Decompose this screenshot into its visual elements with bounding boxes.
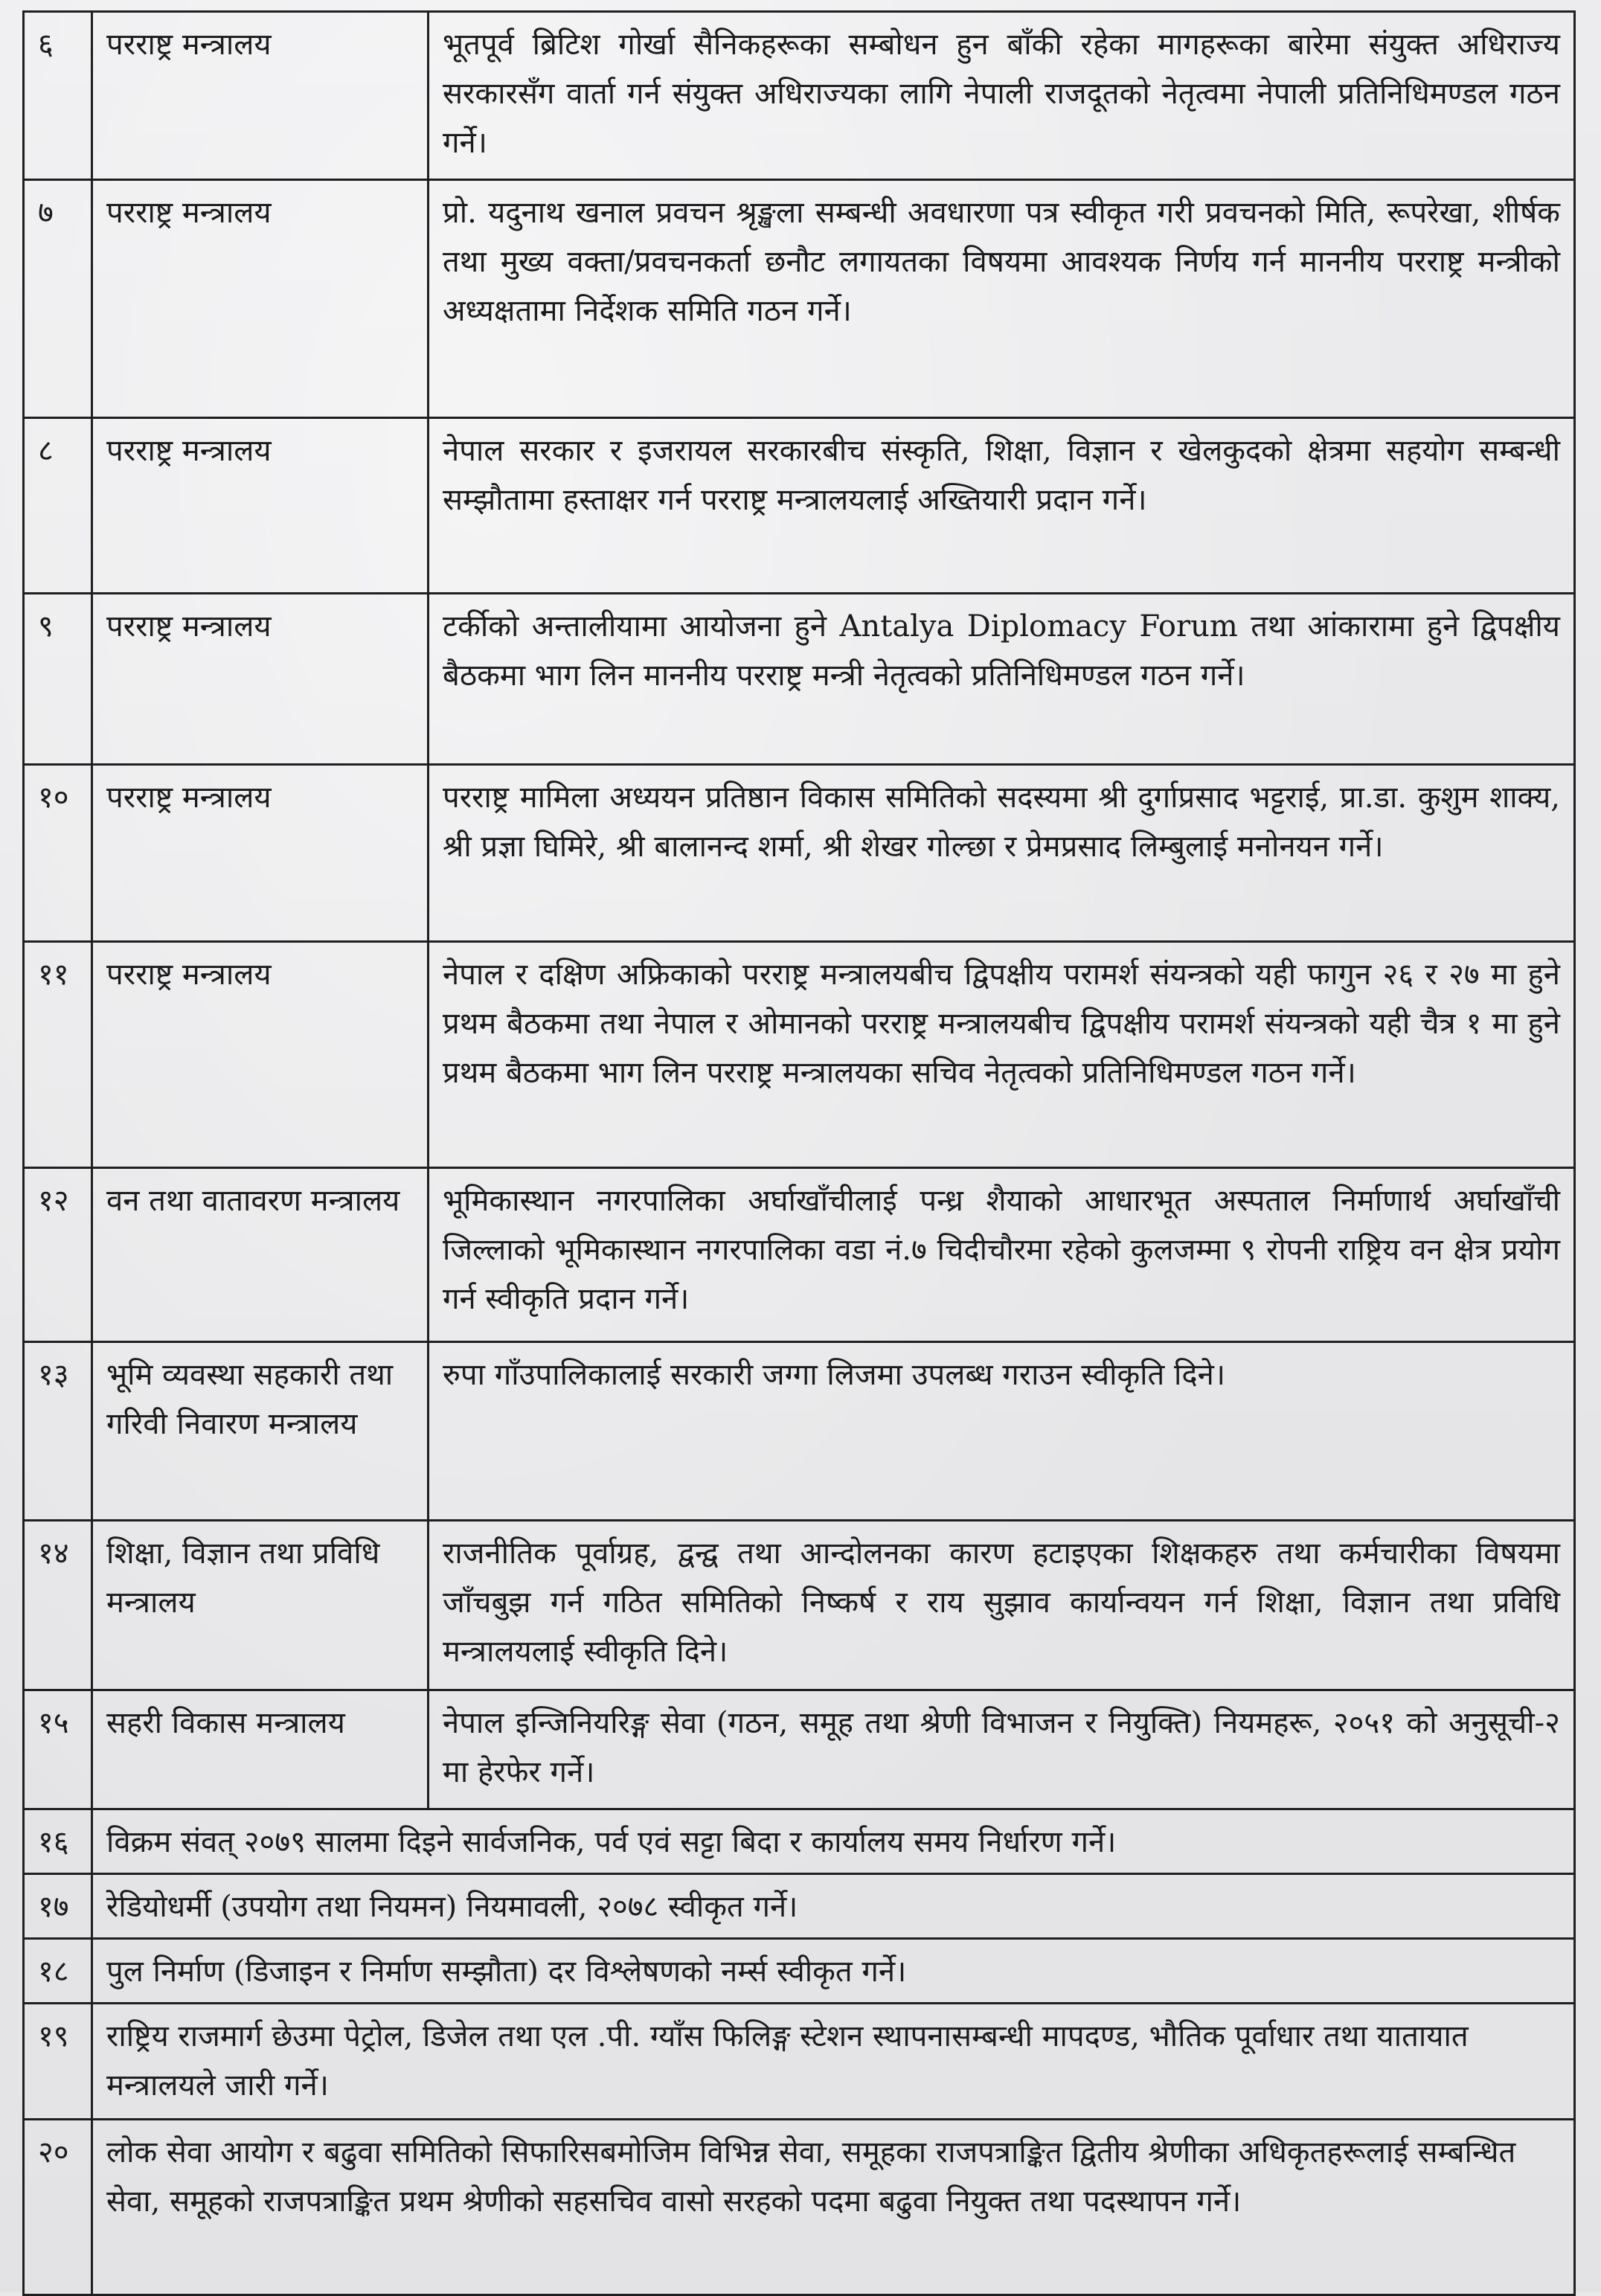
row-number: १५	[24, 1690, 92, 1809]
table-row	[24, 765, 1575, 942]
ministry-name: परराष्ट्र मन्त्रालय	[92, 765, 429, 942]
row-number: २०	[24, 2120, 92, 2295]
ministry-name: सहरी विकास मन्त्रालय	[92, 1690, 429, 1809]
decision-text: रुपा गाँउपालिकालाई सरकारी जग्गा लिजमा उपलब्ध गराउन स्वीकृति दिने।	[429, 1342, 1575, 1521]
table-row	[24, 418, 1575, 594]
row-number: १२	[24, 1168, 92, 1342]
table-row	[24, 1690, 1575, 1809]
decision-text: राजनीतिक पूर्वाग्रह, द्वन्द्व तथा आन्दोलनका कारण हटाइएका शिक्षकहरु तथा कर्मचारीका विषयमा जाँचबुझ गर्न गठित समितिको निष्कर्ष र राय सुझाव कार्यान्वयन गर्न शिक्षा, विज्ञान तथा प्रविधि मन्त्रालयलाई स्वीकृति दिने।	[429, 1521, 1575, 1690]
decision-text: भूमिकास्थान नगरपालिका अर्घाखाँचीलाई पन्ध्र शैयाको आधारभूत अस्पताल निर्माणार्थ अर्घाखाँची जिल्लाको भूमिकास्थान नगरपालिका वडा नं.७ चिदीचौरमा रहेको कुलजम्मा ९ रोपनी राष्ट्रिय वन क्षेत्र प्रयोग गर्न स्वीकृति प्रदान गर्ने।	[429, 1168, 1575, 1342]
table-row	[24, 12, 1575, 180]
decision-text: पुल निर्माण (डिजाइन र निर्माण सम्झौता) दर विश्लेषणको नर्म्स स्वीकृत गर्ने।	[92, 1939, 1575, 2004]
table-row	[24, 2004, 1575, 2120]
row-number: १७	[24, 1874, 92, 1939]
decision-text: राष्ट्रिय राजमार्ग छेउमा पेट्रोल, डिजेल तथा एल .पी. ग्याँस फिलिङ्ग स्टेशन स्थापनासम्बन्धी मापदण्ड, भौतिक पूर्वाधार तथा यातायात मन्त्रालयले जारी गर्ने।	[92, 2004, 1575, 2120]
table-row	[24, 180, 1575, 418]
ministry-name: परराष्ट्र मन्त्रालय	[92, 594, 429, 765]
table-row	[24, 1342, 1575, 1521]
row-number: १०	[24, 765, 92, 942]
decision-text: विक्रम संवत् २०७९ सालमा दिइने सार्वजनिक, पर्व एवं सट्टा बिदा र कार्यालय समय निर्धारण गर्ने।	[92, 1809, 1575, 1874]
decision-text: नेपाल सरकार र इजरायल सरकारबीच संस्कृति, शिक्षा, विज्ञान र खेलकुदको क्षेत्रमा सहयोग सम्बन्धी सम्झौतामा हस्ताक्षर गर्न परराष्ट्र मन्त्रालयलाई अख्तियारी प्रदान गर्ने।	[429, 418, 1575, 594]
decision-text: भूतपूर्व ब्रिटिश गोर्खा सैनिकहरूका सम्बोधन हुन बाँकी रहेका मागहरूका बारेमा संयुक्त अधिराज्य सरकारसँग वार्ता गर्न संयुक्त अधिराज्यका लागि नेपाली राजदूतको नेतृत्वमा नेपाली प्रतिनिधिमण्डल गठन गर्ने।	[429, 12, 1575, 180]
table-row	[24, 1809, 1575, 1874]
ministry-name: परराष्ट्र मन्त्रालय	[92, 180, 429, 418]
ministry-name: शिक्षा, विज्ञान तथा प्रविधि मन्त्रालय	[92, 1521, 429, 1690]
decision-text: परराष्ट्र मामिला अध्ययन प्रतिष्ठान विकास समितिको सदस्यमा श्री दुर्गाप्रसाद भट्टराई, प्रा.डा. कुशुम शाक्य, श्री प्रज्ञा घिमिरे, श्री बालानन्द शर्मा, श्री शेखर गोल्छा र प्रेमप्रसाद लिम्बुलाई मनोनयन गर्ने।	[429, 765, 1575, 942]
row-number: १६	[24, 1809, 92, 1874]
table-row	[24, 1521, 1575, 1690]
row-number: १९	[24, 2004, 92, 2120]
row-number: १८	[24, 1939, 92, 2004]
row-number: १३	[24, 1342, 92, 1521]
table-row	[24, 942, 1575, 1168]
ministry-name: परराष्ट्र मन्त्रालय	[92, 12, 429, 180]
table-row	[24, 1168, 1575, 1342]
decision-text: रेडियोधर्मी (उपयोग तथा नियमन) नियमावली, २०७८ स्वीकृत गर्ने।	[92, 1874, 1575, 1939]
ministry-name: वन तथा वातावरण मन्त्रालय	[92, 1168, 429, 1342]
decision-text: लोक सेवा आयोग र बढुवा समितिको सिफारिसबमोजिम विभिन्न सेवा, समूहका राजपत्राङ्कित द्वितीय श्रेणीका अधिकृतहरूलाई सम्बन्धित सेवा, समूहको राजपत्राङ्कित प्रथम श्रेणीको सहसचिव वासो सरहको पदमा बढुवा नियुक्त तथा पदस्थापन गर्ने।	[92, 2120, 1575, 2295]
row-number: १४	[24, 1521, 92, 1690]
table-row	[24, 1874, 1575, 1939]
row-number: ७	[24, 180, 92, 418]
ministry-name: परराष्ट्र मन्त्रालय	[92, 418, 429, 594]
decision-text: प्रो. यदुनाथ खनाल प्रवचन श्रृङ्खला सम्बन्धी अवधारणा पत्र स्वीकृत गरी प्रवचनको मिति, रूपरेखा, शीर्षक तथा मुख्य वक्ता/प्रवचनकर्ता छनौट लगायतका विषयमा आवश्यक निर्णय गर्न माननीय परराष्ट्र मन्त्रीको अध्यक्षतामा निर्देशक समिति गठन गर्ने।	[429, 180, 1575, 418]
table-row	[24, 2120, 1575, 2295]
ministry-name: परराष्ट्र मन्त्रालय	[92, 942, 429, 1168]
row-number: ११	[24, 942, 92, 1168]
row-number: ६	[24, 12, 92, 180]
table-row	[24, 594, 1575, 765]
row-number: ९	[24, 594, 92, 765]
table-row	[24, 1939, 1575, 2004]
decision-text: नेपाल इन्जिनियरिङ्ग सेवा (गठन, समूह तथा श्रेणी विभाजन र नियुक्ति) नियमहरू, २०५१ को अनुसूची-२ मा हेरफेर गर्ने।	[429, 1690, 1575, 1809]
row-number: ८	[24, 418, 92, 594]
ministry-name: भूमि व्यवस्था सहकारी तथा गरिवी निवारण मन्त्रालय	[92, 1342, 429, 1521]
cabinet-decisions-table	[22, 10, 1576, 2296]
decision-text: नेपाल र दक्षिण अफ्रिकाको परराष्ट्र मन्त्रालयबीच द्विपक्षीय परामर्श संयन्त्रको यही फागुन २६ र २७ मा हुने प्रथम बैठकमा तथा नेपाल र ओमानको परराष्ट्र मन्त्रालयबीच द्विपक्षीय परामर्श संयन्त्रको यही चैत्र १ मा हुने प्रथम बैठकमा भाग लिन परराष्ट्र मन्त्रालयका सचिव नेतृत्वको प्रतिनिधिमण्डल गठन गर्ने।	[429, 942, 1575, 1168]
decision-text: टर्कीको अन्तालीयामा आयोजना हुने Antalya Diplomacy Forum तथा आंकारामा हुने द्विपक्षीय बैठकमा भाग लिन माननीय परराष्ट्र मन्त्री नेतृत्वको प्रतिनिधिमण्डल गठन गर्ने।	[429, 594, 1575, 765]
